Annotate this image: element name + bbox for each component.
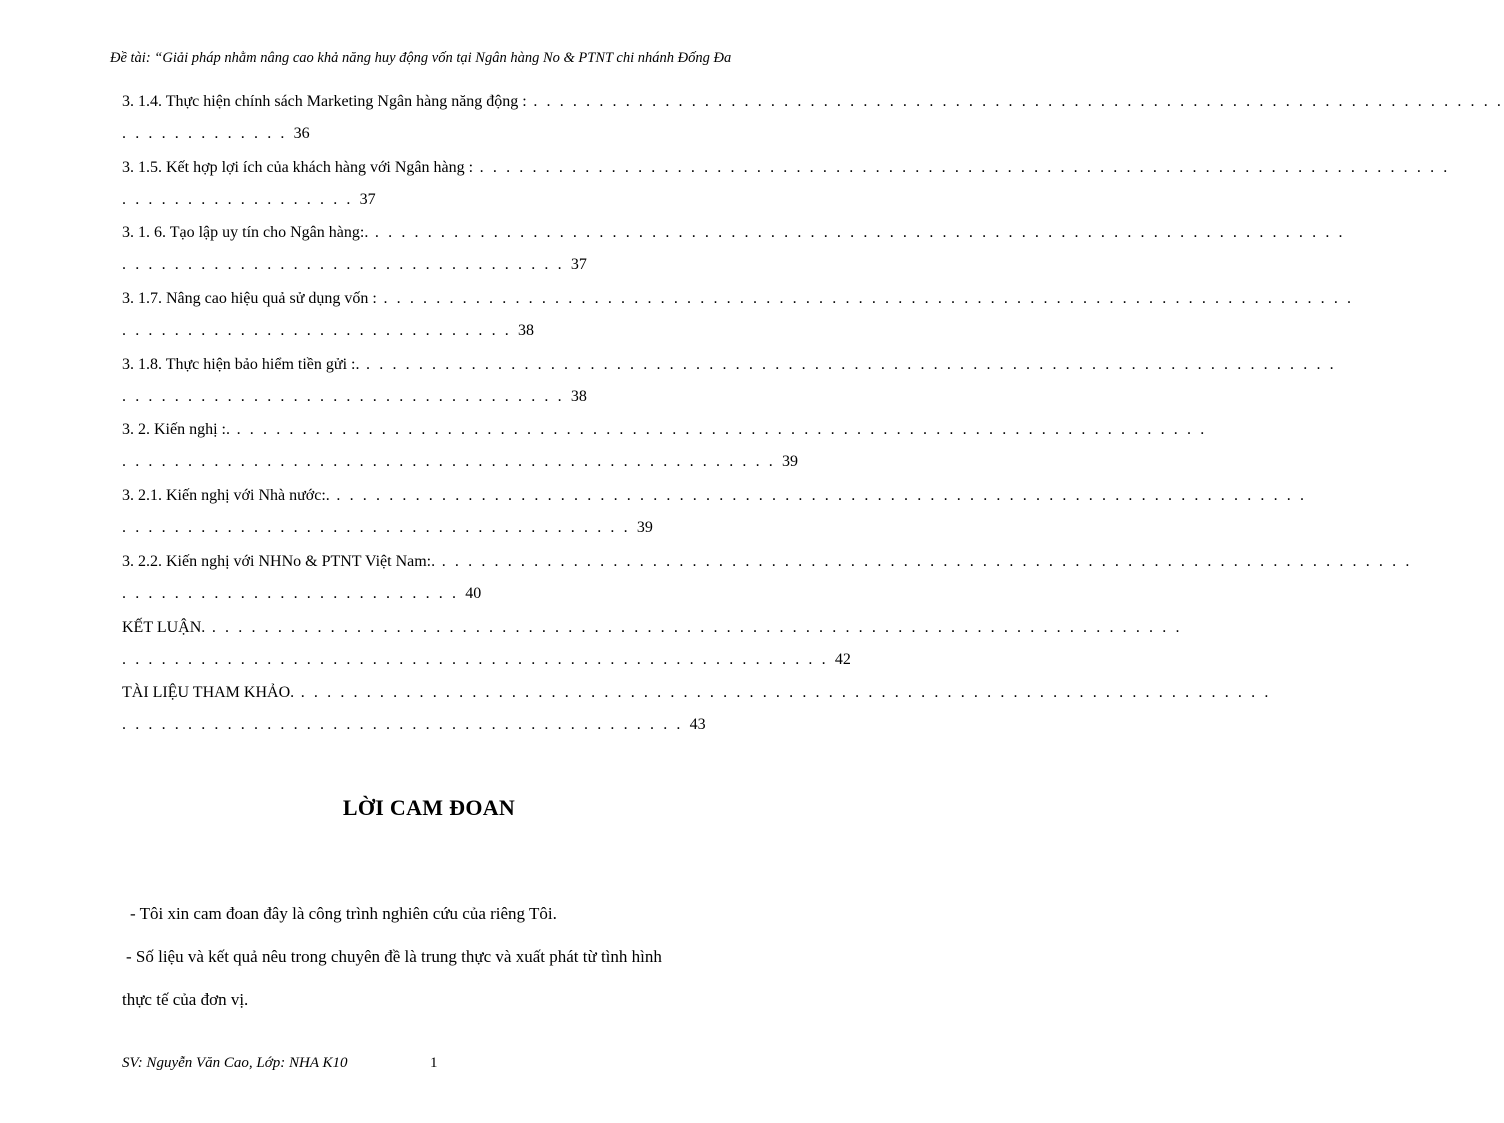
dot-leader: . . . . . . . . . . . . . . . . . . . . . . . . . . . . . . . . . . . . . . . . . . . . . . . . . . . . . . xyxy=(122,650,835,668)
toc-entry-page: 43 xyxy=(689,716,706,734)
dot-leader: . . . . . . . . . . . . . . . . . . . . . . . . . . . . . . . . . . . . . . . . . . . . . . . . . . . . . . . . . . . . . . . . . . . . . . . . . . xyxy=(329,487,1307,505)
toc-entry-page: 36 xyxy=(293,125,310,142)
dot-leader: . . . . . . . . . . . . . . . . . . . . . . . . . . . . . . . . . . xyxy=(122,387,571,405)
toc-entry-page: 37 xyxy=(570,256,587,274)
dot-leader: . . . . . . . . . . . . . . . . . . . . . . . . . . . . . . . . . . . . . . . . . . . . . . . . . . . . . . . . . . . . . . . . . . . . . . . . . . xyxy=(473,158,1450,176)
footer-page-number: 1 xyxy=(430,1055,438,1071)
toc-entry-label: 3. 2.2. Kiến nghị với NHNo & PTNT Việt Nam:. xyxy=(122,552,436,570)
toc-entry xyxy=(122,219,1346,285)
toc-entry xyxy=(122,154,1450,220)
toc-entry-label: TÀI LIỆU THAM KHẢO. xyxy=(122,684,295,702)
dot-leader: . . . . . . . . . . . . . . . . . . . . . . . . . . . . . . . . . . . . . . . . . . . . . . . . . . . . . . . . . . . . . . . . . . . . . . . . . . xyxy=(435,552,1412,570)
dot-leader: . . . . . . . . . . . . . . . . . . . . . . . . . . . . . . . . . . . . . . . . . . . . . . . . . . . . . . . . . . . . . . . . . . . . . . . . . . xyxy=(294,684,1271,702)
dot-leader: . . . . . . . . . . . . . . . . . . . . . . . . . . . . . . . . . . . . . . . . . . . . . . . . . . . . . . . . . . . . . . . . . . . . . . . . . . xyxy=(359,355,1337,373)
paragraph-2: - Số liệu và kết quả nêu trong chuyên đề là trung thực và xuất phát từ tình hình xyxy=(126,947,662,966)
toc-entry-label: 3. 1.7. Nâng cao hiệu quả sử dụng vốn : xyxy=(122,290,377,308)
toc-entry-page: 39 xyxy=(636,519,653,537)
table-of-contents xyxy=(122,88,1504,745)
dot-leader: . . . . . . . . . . . . . . . . . . . . . . . . . . . . . . . . . . . . . . . . . . . xyxy=(122,716,690,734)
toc-entry-page: 37 xyxy=(359,190,376,208)
toc-entry xyxy=(122,614,1183,680)
section-title: LỜI CAM ĐOAN xyxy=(342,795,516,820)
toc-entry xyxy=(122,548,1412,614)
toc-entry-label: 3. 1.5. Kết hợp lợi ích của khách hàng với Ngân hàng : xyxy=(122,158,474,176)
toc-entry-page: 39 xyxy=(782,453,798,471)
toc-entry xyxy=(122,351,1337,417)
dot-leader: . . . . . . . . . . . . . xyxy=(122,125,294,142)
toc-entry-label: KẾT LUẬN. xyxy=(122,618,206,636)
toc-entry xyxy=(122,482,1307,548)
toc-entry xyxy=(122,88,1504,154)
toc-entry xyxy=(122,285,1354,351)
toc-entry-label: 3. 1.4. Thực hiện chính sách Marketing Ngân hàng năng động : xyxy=(122,93,527,110)
header-topic: Đề tài: “Giải pháp nhằm nâng cao khả năng huy động vốn tại Ngân hàng No & PTNT chi nhánh Đống Đa xyxy=(110,50,732,66)
dot-leader: . . . . . . . . . . . . . . . . . . . . . . . . . . . . . . . . . . . . . . . . . . . . . . . . . . . . . . . . . . . . . . . . . . . . . . . . . . xyxy=(368,224,1346,242)
dot-leader: . . . . . . . . . . . . . . . . . . . . . . . . . . . . . . . . . . . . . . . . . . . . . . . . . . xyxy=(122,453,782,471)
dot-leader: . . . . . . . . . . . . . . . . . . xyxy=(122,190,360,208)
toc-entry xyxy=(122,416,1207,482)
dot-leader: . . . . . . . . . . . . . . . . . . . . . . . . . . . . . . . . . . xyxy=(122,256,571,274)
toc-entry-label: 3. 1. 6. Tạo lập uy tín cho Ngân hàng:. xyxy=(122,224,369,242)
footer-student: SV: Nguyễn Văn Cao, Lớp: NHA K10 xyxy=(122,1055,348,1071)
dot-leader: . . . . . . . . . . . . . . . . . . . . . . . . . . . . . . . . . . . . . . . . . . . . . . . . . . . . . . . . . . . . . . . . . . . . . . . . . . xyxy=(230,421,1207,439)
dot-leader: . . . . . . . . . . . . . . . . . . . . . . . . . . . . . . xyxy=(122,322,518,340)
paragraph-3: thực tế của đơn vị. xyxy=(122,990,249,1009)
toc-entry-page: 42 xyxy=(834,650,851,668)
dot-leader: . . . . . . . . . . . . . . . . . . . . . . . . . . . . . . . . . . . . . . . xyxy=(122,519,637,537)
dot-leader: . . . . . . . . . . . . . . . . . . . . . . . . . . xyxy=(122,584,466,602)
toc-entry-label: 3. 2.1. Kiến nghị với Nhà nước:. xyxy=(122,487,330,505)
dot-leader: . . . . . . . . . . . . . . . . . . . . . . . . . . . . . . . . . . . . . . . . . . . . . . . . . . . . . . . . . . . . . . . . . . . . . . . . . . xyxy=(376,290,1354,308)
paragraph-1: - Tôi xin cam đoan đây là công trình nghiên cứu của riêng Tôi. xyxy=(130,904,557,923)
toc-entry-page: 38 xyxy=(518,322,534,340)
toc-entry xyxy=(122,679,1271,745)
toc-entry-page: 40 xyxy=(465,584,482,602)
dot-leader: . . . . . . . . . . . . . . . . . . . . . . . . . . . . . . . . . . . . . . . . . . . . . . . . . . . . . . . . . . . . . . . . . . . . . . . . . . xyxy=(205,618,1183,636)
toc-entry-label: 3. 1.8. Thực hiện bảo hiểm tiền gửi :. xyxy=(122,355,360,373)
toc-entry-label: 3. 2. Kiến nghị :. xyxy=(122,421,230,439)
toc-entry-page: 38 xyxy=(570,387,587,405)
dot-leader: . . . . . . . . . . . . . . . . . . . . . . . . . . . . . . . . . . . . . . . . . . . . . . . . . . . . . . . . . . . . . . . . . . . . . . . . . . xyxy=(526,93,1504,110)
